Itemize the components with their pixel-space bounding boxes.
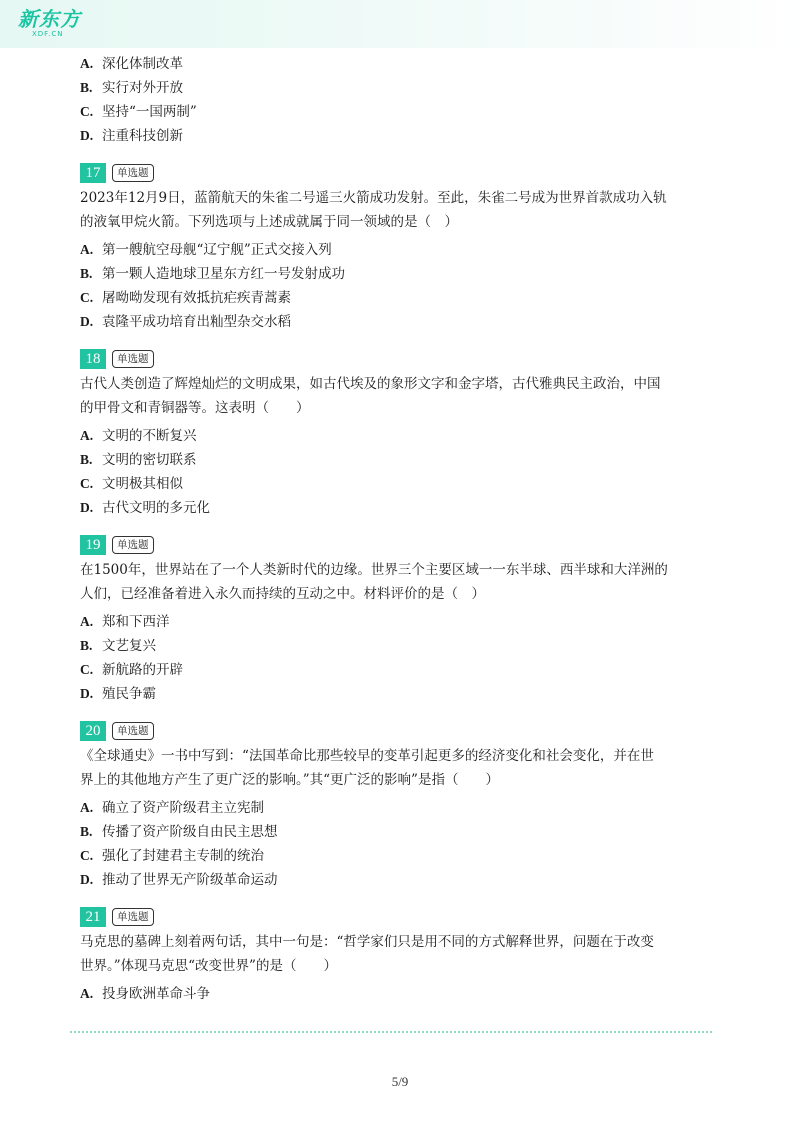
option-d: D. 殖民争霸 xyxy=(80,686,156,702)
option-d: D. 注重科技创新 xyxy=(80,128,183,144)
option-c: C. 强化了封建君主专制的统治 xyxy=(80,848,264,864)
option-b: B. 传播了资产阶级自由民主思想 xyxy=(80,824,278,840)
question-20 xyxy=(80,720,720,892)
option-c: C. 新航路的开辟 xyxy=(80,662,183,678)
option-d: D. 推动了世界无产阶级革命运动 xyxy=(80,872,278,888)
option-b: B. 第一颗人造地球卫星东方红一号发射成功 xyxy=(80,266,345,282)
question-number-badge: 20 xyxy=(80,721,106,741)
option-b: B. 实行对外开放 xyxy=(80,80,183,96)
question-18 xyxy=(80,348,720,520)
question-number-badge: 18 xyxy=(80,349,106,369)
option-d: D. 古代文明的多元化 xyxy=(80,500,210,516)
question-type-tag: 单选题 xyxy=(112,164,154,182)
question-type-tag: 单选题 xyxy=(112,722,154,740)
option-b: B. 文艺复兴 xyxy=(80,638,156,654)
previous-question-options xyxy=(80,52,720,148)
question-number-badge: 19 xyxy=(80,535,106,555)
footer-divider xyxy=(70,1031,712,1033)
question-stem: 古代人类创造了辉煌灿烂的文明成果，如古代埃及的象形文字和金字塔，古代雅典民主政治，中国 的甲骨文和青铜器等。这表明（ ） xyxy=(80,376,661,416)
option-a: A. 文明的不断复兴 xyxy=(80,428,197,444)
question-stem: 2023年12月9日，蓝箭航天的朱雀二号遥三火箭成功发射。至此，朱雀二号成为世界首款成功入轨 的液氧甲烷火箭。下列选项与上述成就属于同一领域的是（ ） xyxy=(80,190,667,230)
page-number: 5/9 xyxy=(391,1074,409,1089)
option-a: A. 深化体制改革 xyxy=(80,56,183,72)
question-header xyxy=(80,906,720,928)
question-21 xyxy=(80,906,720,1006)
question-stem: 马克思的墓碑上刻着两句话，其中一句是：“哲学家们只是用不同的方式解释世界，问题在于改变 世界。”体现马克思“改变世界”的是（ ） xyxy=(80,934,654,974)
logo-subtext: XDF.CN xyxy=(32,30,64,38)
question-17 xyxy=(80,162,720,334)
question-header xyxy=(80,162,720,184)
option-c: C. 屠呦呦发现有效抵抗疟疾青蒿素 xyxy=(80,290,291,306)
option-a: A. 第一艘航空母舰“辽宁舰”正式交接入列 xyxy=(80,242,332,258)
question-number-badge: 21 xyxy=(80,907,106,927)
option-a: A. 郑和下西洋 xyxy=(80,614,170,630)
question-header xyxy=(80,534,720,556)
question-stem: 《全球通史》一书中写到：“法国革命比那些较早的变革引起更多的经济变化和社会变化，并在世 界上的其他地方产生了更广泛的影响。”其“更广泛的影响”是指（ ） xyxy=(80,748,654,788)
question-stem: 在1500年，世界站在了一个人类新时代的边缘。世界三个主要区域一一东半球、西半球和大洋洲的 人们，已经准备着进入永久而持续的互动之中。材料评价的是（ ） xyxy=(80,562,668,602)
option-a: A. 确立了资产阶级君主立宪制 xyxy=(80,800,264,816)
question-header xyxy=(80,348,720,370)
question-type-tag: 单选题 xyxy=(112,350,154,368)
question-number-badge: 17 xyxy=(80,163,106,183)
question-type-tag: 单选题 xyxy=(112,536,154,554)
question-19 xyxy=(80,534,720,706)
option-b: B. 文明的密切联系 xyxy=(80,452,197,468)
question-type-tag: 单选题 xyxy=(112,908,154,926)
logo-text: 新东方 xyxy=(18,7,81,31)
question-header xyxy=(80,720,720,742)
option-c: C. 文明极其相似 xyxy=(80,476,183,492)
option-d: D. 袁隆平成功培育出籼型杂交水稻 xyxy=(80,314,291,330)
option-a: A. 投身欧洲革命斗争 xyxy=(80,986,210,1002)
page-header xyxy=(0,0,800,48)
option-c: C. 坚持“一国两制” xyxy=(80,104,197,120)
question-content xyxy=(80,52,720,1006)
brand-logo xyxy=(18,8,81,38)
